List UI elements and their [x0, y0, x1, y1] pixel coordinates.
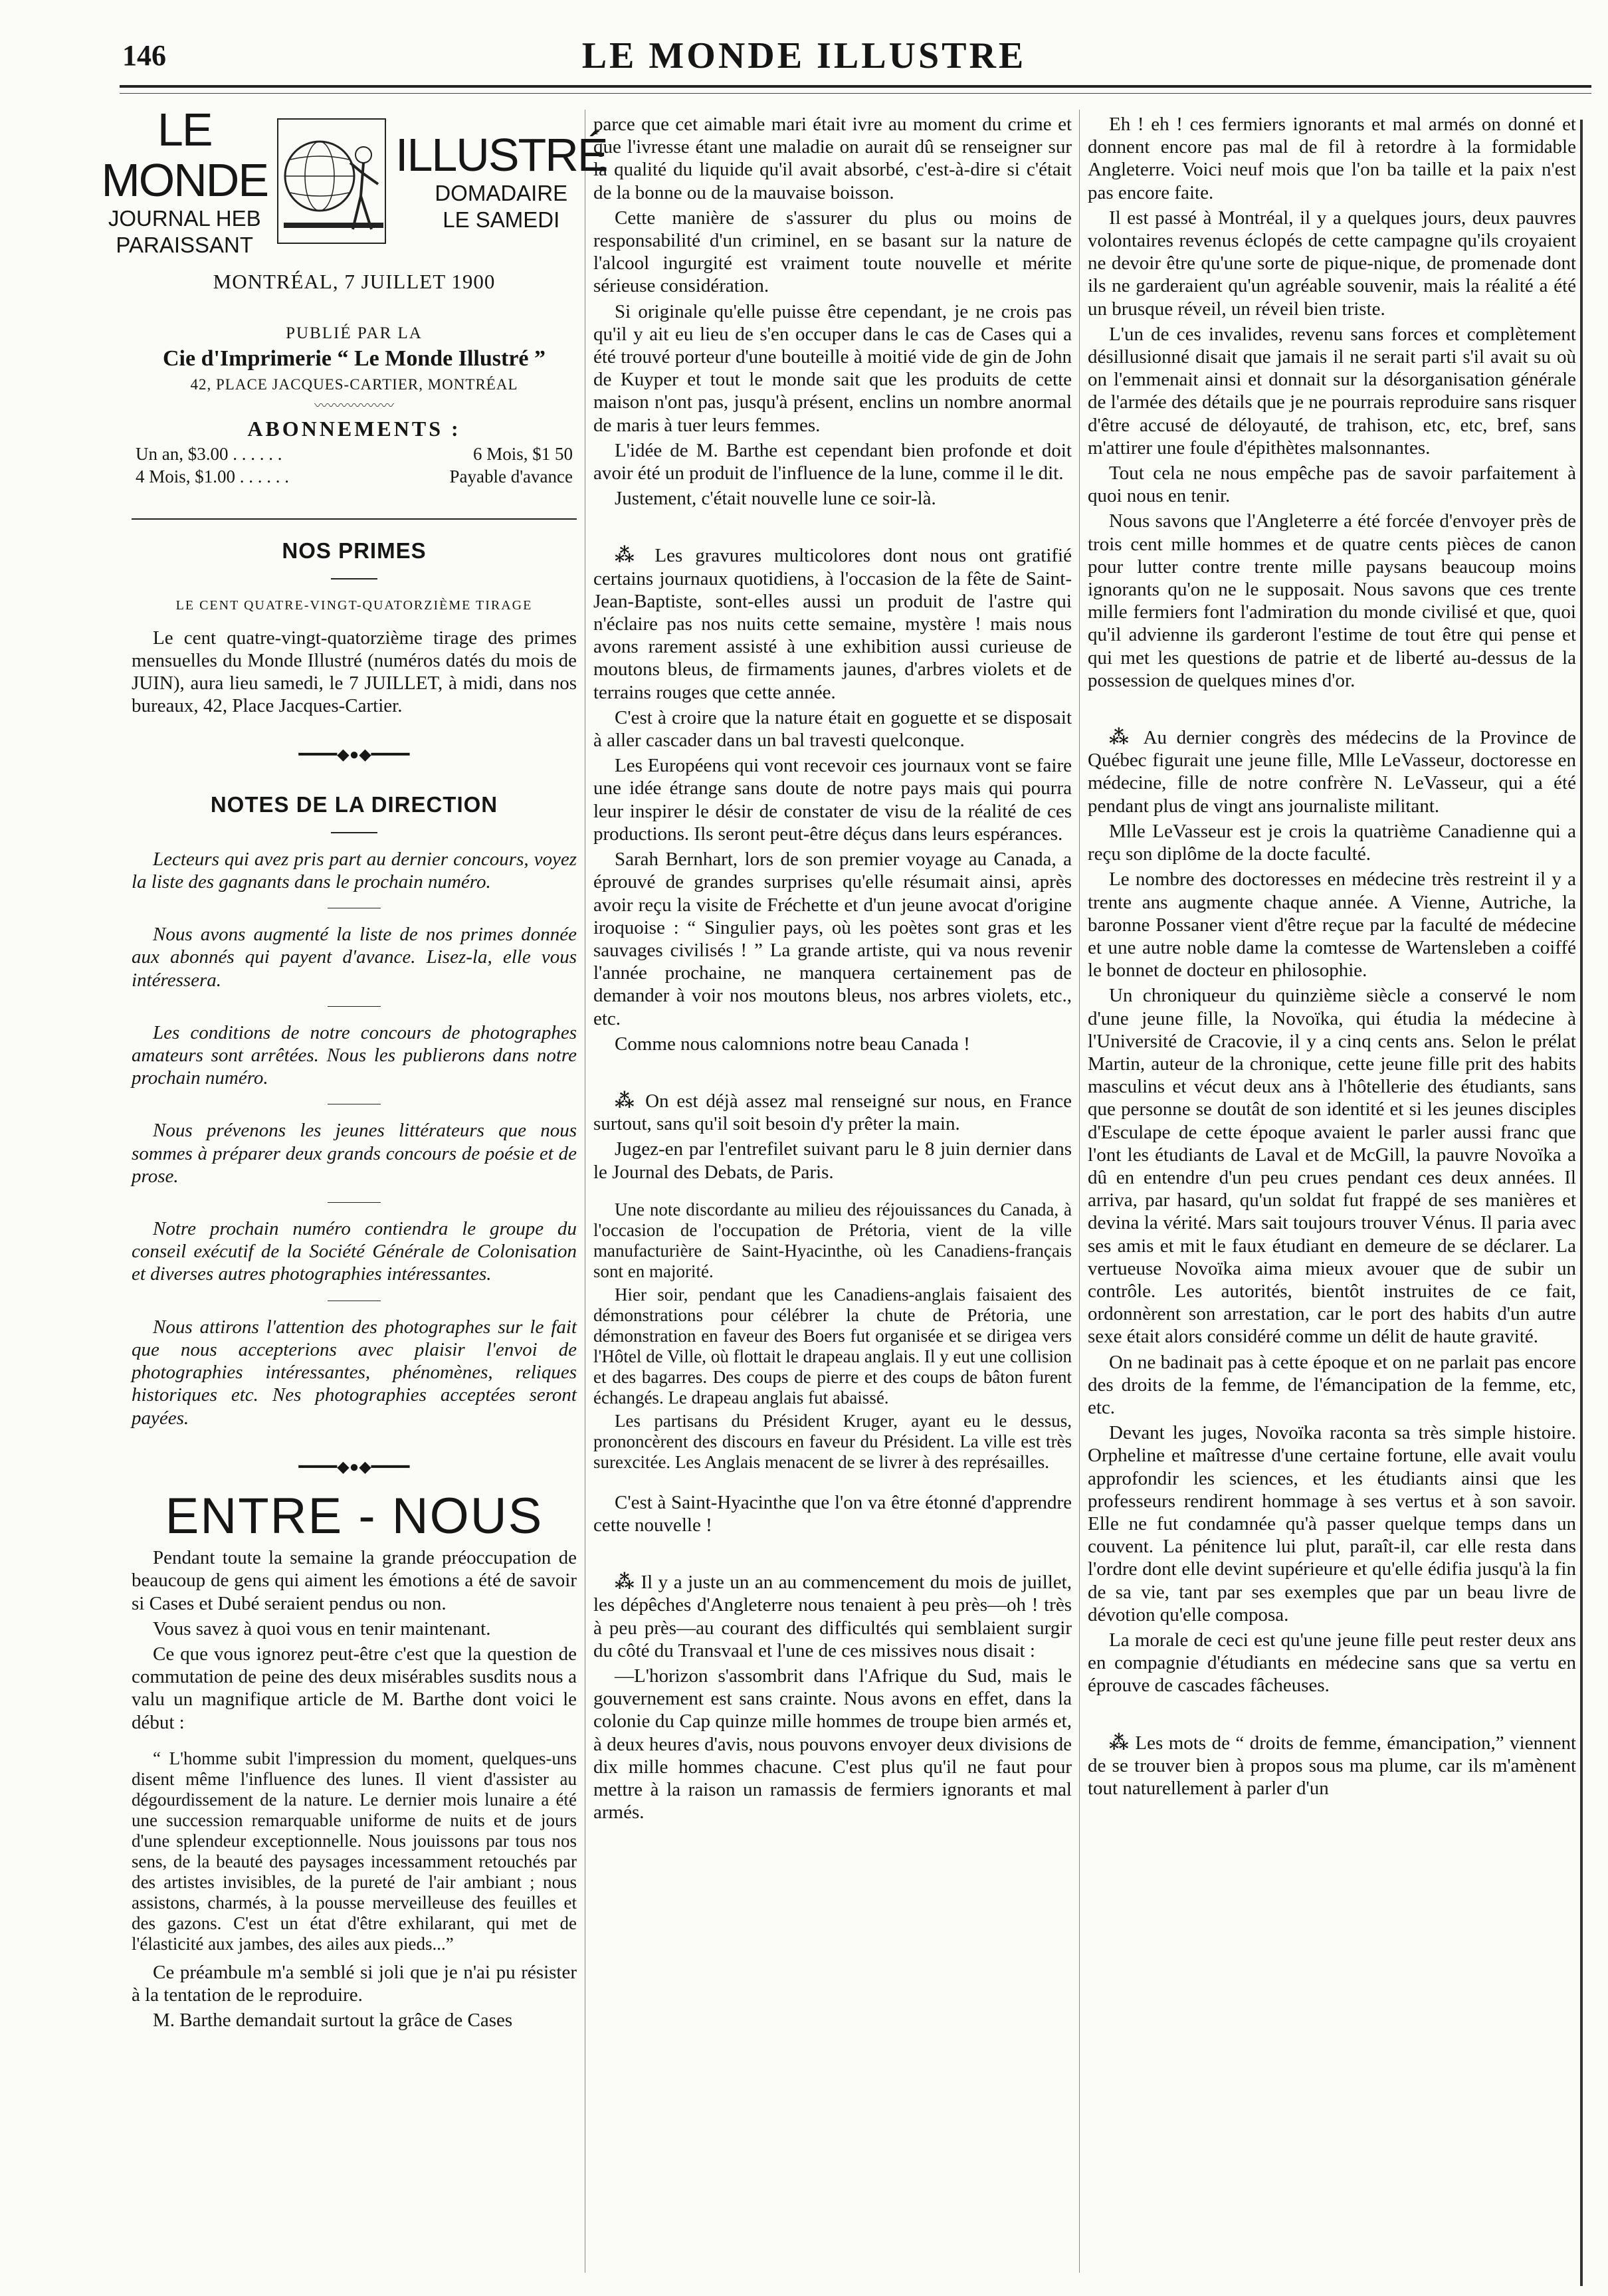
paragraph: Tout cela ne nous empêche pas de savoir parfaitement à quoi nous en tenir.	[1088, 463, 1576, 507]
paragraph-text: Au dernier congrès des médecins de la Province de Québec figurait une jeune fille, Mlle LeVasseur, doctoresse en médecine, fille de notre confrère N. LeVasseur, qui a été pendant plus de vingt ans journaliste militant.	[1088, 727, 1576, 817]
subscription-row-right: 6 Mois, $1 50	[472, 444, 573, 465]
wavy-divider: 〰〰〰〰〰〰	[314, 398, 394, 413]
paragraph: C'est à croire que la nature était en goguette et se disposait à aller cascader dans un bal travesti quelconque.	[593, 706, 1072, 752]
subscription-row-right: Payable d'avance	[449, 467, 573, 487]
paragraph: C'est à Saint-Hyacinthe que l'on va être étonné d'apprendre cette nouvelle !	[593, 1491, 1072, 1536]
paragraph: parce que cet aimable mari était ivre au moment du crime et que l'ivresse étant une maladie on aurait dû se renseigner sur la qualité du liquide qu'il avait absorbé, c'est-à-dire si c'était de la bonne ou de la mauvaise boisson.	[593, 114, 1072, 203]
quoted-news: Hier soir, pendant que les Canadiens-anglais faisaient des démonstrations pour célébrer la chute de Prétoria, une démonstration en faveur des Boers fut organisée et se dirigea vers l'Hôtel de Ville, où flottait le drapeau anglais. Il y eut une collision et des bagarres. Des coups de pierre et des coups de bâton furent échangés. Le drapeau anglais fut abaissé.	[593, 1284, 1072, 1408]
column-1	[101, 103, 607, 2034]
note-item: Nous attirons l'attention des photographes sur le fait que nous accepterions avec plaisir l'envoi de photographies intéressantes, phénomènes, reliques historiques etc. Nes photographies acceptées seront payées.	[132, 1316, 577, 1429]
subscription-row	[132, 465, 577, 488]
page-number: 146	[122, 39, 166, 72]
column-3	[1088, 113, 1576, 1802]
subscription-row	[132, 443, 577, 465]
paragraph-text: Les mots de “ droits de femme, émancipation,” viennent de se trouver bien à propos sous ma plume, car ils m'amènent tout naturellement à parler d'un	[1088, 1732, 1576, 1800]
ornament-divider: ━━━━◆●◆━━━━	[298, 746, 410, 764]
paragraph: Vous savez à quoi vous en tenir maintenant.	[153, 1618, 491, 1639]
paragraph-text: Il y a juste un an au commencement du mois de juillet, les dépêches d'Angleterre nous tenaient à peu près—oh ! très à peu près—au courant des difficultés qui semblaient surgir du côté du Transvaal et l'une de ces missives nous disait :	[593, 1572, 1072, 1661]
paragraph: Ce que vous ignorez peut-être c'est que la question de commutation de peine des deux misérables susdits nous a valu un magnifique article de M. Barthe dont voici le début :	[132, 1643, 577, 1733]
note-item: Les conditions de notre concours de photographes amateurs sont arrêtées. Nous les publierons dans notre prochain numéro.	[132, 1021, 577, 1089]
paragraph: Comme nous calomnions notre beau Canada !	[615, 1033, 970, 1055]
paragraph	[1088, 726, 1576, 817]
paragraph-text: Les gravures multicolores dont nous ont gratifié certains journaux quotidiens, à l'occasion de la fête de Saint-Jean-Baptiste, sont-elles aussi un produit de l'astre qui n'éclaire pas nos nuits cette semaine, mystère ! mais nous avons rarement assisté à une exhibition aussi curieuse de moutons bleus, de firmaments jaunes, d'arbres violets et de terrains rouges que cette année.	[593, 545, 1072, 703]
note-item: Nous prévenons les jeunes littérateurs que nous sommes à préparer deux grands concours de poésie et de prose.	[132, 1120, 577, 1187]
ornament-divider: ━━━━◆●◆━━━━	[298, 1458, 410, 1476]
masthead-title-left: LE MONDE	[101, 103, 268, 206]
paragraph: Un chroniqueur du quinzième siècle a conservé le nom d'une jeune fille, la Novoïka, qui étudia la médecine à l'Université de Cracovie, il y a cinq cents ans. Selon le prélat Martin, auteur de la chronique, cette jeune fille prit des habits masculins et vécut deux ans à l'hôtellerie des étudiants, sans que personne se doutât de son identité et si les jeunes disciples d'Esculape de cette époque avaient le parler aussi franc que l'ont les étudiants de Laval et de McGill, la pauvre Novoïka a dû en entendre d'un peu crues pendant ces deux années. Il arriva, par hasard, qu'un soldat fut frappé de ses manières et devina la vérité. Mars sait toujours trouver Vénus. Il paria avec ses amis et mit le faux étudiant en demeure de se déclarer. La vertueuse Novoïka aima mieux avouer que de subir un contrôle. Les autorités, bientôt instruites de ce fait, ordonnèrent son arrestation, car le port des habits d'un autre sexe était alors considéré comme un délit de haute gravité.	[1088, 985, 1576, 1348]
paragraph: Devant les juges, Novoïka raconta sa très simple histoire. Orpheline et maîtresse d'une certaine fortune, elle avait voulu approfondir les sciences, et les étudiants ainsi que les professeurs rendirent hommage à ses vertus et à son savoir. Elle ne fut condamnée qu'à passer quelque temps dans un couvent. La pénitence lui plut, paraît-il, car elle resta dans l'ordre dont elle devint supérieure et qu'elle édifia jusqu'à la fin de sa vie, tant par ses exemples que par un beau livre de dévotion qu'elle composa.	[1088, 1422, 1576, 1625]
subscriptions-title: ABONNEMENTS :	[247, 417, 461, 441]
subscription-row-left: 4 Mois, $1.00 . . . . . .	[136, 467, 290, 487]
publisher-name: Cie d'Imprimerie “ Le Monde Illustré ”	[162, 346, 546, 371]
masthead-subtitle-left-2: PARAISSANT	[116, 232, 254, 257]
note-rule	[328, 1202, 381, 1203]
paragraph: Sarah Bernhart, lors de son premier voyage au Canada, a éprouvé de grandes surprises qu'elle résumait ainsi, après avoir reçu la visite de Fréchette et d'un jeune avocat d'origine iroquoise : “ Singulier pays, où les poètes sont gras et les sauvages civilisés ! ” La grande artiste, qui va nous revenir l'année prochaine, ne manquera certainement pas de demander à voir nos moutons bleus, nos arbres violets, etc., etc.	[593, 849, 1072, 1029]
paragraph	[593, 1090, 1072, 1135]
masthead-subtitle-right-1: DOMADAIRE	[435, 180, 568, 205]
asterism-icon: ⁂	[1109, 1732, 1136, 1754]
paragraph: Ce préambule m'a semblé si joli que je n'ai pu résister à la tentation de le reproduire.	[132, 1961, 577, 2006]
masthead-subtitle-left-1: JOURNAL HEB	[108, 205, 261, 231]
note-item: Nous avons augmenté la liste de nos primes donnée aux abonnés qui payent d'avance. Lisez-la, elle vous intéressera.	[132, 924, 577, 991]
paragraph: Il est passé à Montréal, il y a quelques jours, deux pauvres volontaires revenus éclopés de cette campagne qu'ils croyaient ne devoir être qu'une sorte de pique-nique, de promenade dont ils ne garderaient qu'un agréable souvenir, mais la réalité a été un brusque réveil, un réveil bien triste.	[1088, 207, 1576, 320]
paragraph	[593, 1571, 1072, 1662]
asterism-icon: ⁂	[615, 545, 655, 567]
issue-date: MONTRÉAL, 7 JUILLET 1900	[213, 270, 496, 293]
paragraph: On ne badinait pas à cette époque et on ne parlait pas encore des droits de la femme, de l'émancipation de la femme, etc, etc.	[1088, 1351, 1576, 1418]
notes-heading: NOTES DE LA DIRECTION	[210, 791, 498, 817]
paragraph: Pendant toute la semaine la grande préoccupation de beaucoup de gens qui aiment les émotions a été de savoir si Cases et Dubé seraient pendus ou non.	[132, 1547, 577, 1614]
paragraph	[1088, 1732, 1576, 1800]
note-item: Notre prochain numéro contiendra le groupe du conseil exécutif de la Société Générale de Colonisation et diverses autres photographies intéressantes.	[132, 1218, 577, 1285]
paragraph: L'idée de M. Barthe est cependant bien profonde et doit avoir été un produit de l'influence de la lune, comme il le dit.	[593, 439, 1072, 484]
paragraph-text: On est déjà assez mal renseigné sur nous, en France surtout, sans qu'il soit besoin d'y prêter la main.	[593, 1090, 1072, 1135]
globe-figure-icon	[278, 123, 385, 239]
primes-subheading: LE CENT QUATRE-VINGT-QUATORZIÈME TIRAGE	[175, 598, 533, 613]
paragraph: La morale de ceci est qu'une jeune fille peut rester deux ans en compagnie d'étudiants en médecine sans que sa vertu en éprouve de cascades fâcheuses.	[1088, 1629, 1576, 1697]
paragraph: Les Européens qui vont recevoir ces journaux vont se faire une idée étrange sans doute de notre pays mais qui pourra leur inspirer le désir de constater de visu de la réalité de ces productions. Ils seront peut-être déçus dans leurs espérances.	[593, 755, 1072, 845]
asterism-icon: ⁂	[1109, 727, 1144, 749]
asterism-icon: ⁂	[615, 1090, 646, 1112]
column-rule	[1079, 110, 1080, 2273]
short-rule	[331, 578, 377, 579]
paragraph	[593, 544, 1072, 703]
note-item: Lecteurs qui avez pris part au dernier concours, voyez la liste des gagnants dans le prochain numéro.	[132, 848, 577, 893]
running-title: LE MONDE ILLUSTRE	[581, 35, 1027, 76]
note-rule	[328, 1006, 381, 1007]
short-rule	[331, 832, 377, 833]
paragraph: L'un de ces invalides, revenu sans forces et complètement désillusionné disait que jamais il ne serait parti s'il avait su où on l'emmenait ainsi et donnait sur la désorganisation générale de l'armée des détails que je ne pourrais reproduire sans risquer d'être accusé de déloyauté, de trahison, etc, etc, bref, sans m'attirer une foule d'épithètes malsonnantes.	[1088, 323, 1576, 459]
page-edge	[1580, 120, 1583, 2286]
paragraph: Cette manière de s'assurer du plus ou moins de responsabilité d'un criminel, en se basant sur la nature de l'alcool ingurgité est vraiment toute nouvelle et mérite sérieuse considération.	[593, 207, 1072, 297]
quoted-news: Les partisans du Président Kruger, ayant eu le dessus, prononcèrent des discours en faveur du Président. La ville est très surexcitée. Les Anglais menacent de se livrer à des représailles.	[593, 1410, 1072, 1472]
asterism-icon: ⁂	[615, 1572, 641, 1594]
paragraph: Mlle LeVasseur est je crois la quatrième Canadienne qui a reçu son diplôme de la docte faculté.	[1088, 820, 1576, 865]
header-rule	[120, 85, 1591, 88]
masthead-subtitle-right-2: LE SAMEDI	[443, 207, 560, 232]
paragraph: Justement, c'était nouvelle lune ce soir-là.	[615, 488, 936, 510]
masthead-globe-illustration	[277, 118, 386, 244]
masthead-title-right: ILLUSTRÉ	[395, 128, 607, 181]
paragraph: Eh ! eh ! ces fermiers ignorants et mal armés on donné et donnent encore pas mal de fil à retordre à la formidable Angleterre. Voici neuf mois que l'on ba taille et la paix n'est pas encore faite.	[1088, 114, 1576, 203]
publisher-label: PUBLIÉ PAR LA	[286, 324, 423, 343]
header-rule-thin	[120, 93, 1591, 94]
column-2	[593, 113, 1072, 1826]
paragraph: M. Barthe demandait surtout la grâce de Cases	[153, 2010, 513, 2032]
paragraph: Nous savons que l'Angleterre a été forcée d'envoyer près de trois cent mille hommes et de quatre cents pièces de canon pour lutter contre trente mille paysans beaucoup moins ignorants qu'on ne le supposait. Nous savons que ces trente mille fermiers font l'admiration du monde civilisé et que, quoi qu'il advienne ils garderont l'estime de tout être qui pense et qui met les questions de patrie et de liberté au-dessus de la possession de quelques mines d'or.	[1088, 510, 1576, 691]
primes-heading: NOS PRIMES	[282, 538, 427, 564]
paragraph: Le nombre des doctoresses en médecine très restreint il y a trente ans augmente chaque année. A Vienne, Autriche, la baronne Possaner vient d'être reçue par la faculté de médecine et une autre noble dame la comtesse de Wartensleben a coiffé le bonnet de docteur en philosophie.	[1088, 869, 1576, 982]
paragraph: Jugez-en par l'entrefilet suivant paru le 8 juin dernier dans le Journal des Debats, de Paris.	[593, 1138, 1072, 1183]
subscription-row-left: Un an, $3.00 . . . . . .	[136, 444, 282, 465]
paragraph: —L'horizon s'assombrit dans l'Afrique du Sud, mais le gouvernement est sans crainte. Nous avons en effet, dans la colonie du Cap quinze mille hommes de troupe bien armés et, à deux heures d'avis, nous pouvons envoyer deux divisions de dix mille hommes chacune. C'est plus qu'il ne faut pour mettre à la raison un ramassis de fermiers ignorants et mal armés.	[593, 1665, 1072, 1824]
quoted-article: “ L'homme subit l'impression du moment, quelques-uns disent même l'influence des lunes. Il vient d'assister au dégourdissement de la nature. Le dernier mois lunaire a été une succession remarquable uniforme de nuits et de jours d'une splendeur exceptionnelle. Nous jouissons par tous nos sens, de la beauté des paysages incessamment retouchés par des artistes invisibles, de la pureté de l'air ambiant ; nous assistons, charmés, à la pousse merveilleuse des feuilles et des gazons. C'est un état d'être exhilarant, qui met de l'élasticité aux jambes, des ailes aux pieds...”	[132, 1748, 577, 1954]
masthead	[101, 103, 607, 257]
entre-nous-heading: ENTRE - NOUS	[165, 1487, 544, 1544]
paragraph: Si originale qu'elle puisse être cependant, je ne crois pas qu'il y ait eu lieu de s'en occuper dans le cas de Cases qui a été trouvé porteur d'une bouteille à moitié vide de gin de John de Kuyper et tout le monde sait que les produits de cette maison n'ont pas, jusqu'à présent, enclins un nombre anormal de maris à tuer leurs femmes.	[593, 300, 1072, 436]
primes-text: Le cent quatre-vingt-quatorzième tirage des primes mensuelles du Monde Illustré (numéros datés du mois de JUIN), aura lieu samedi, le 7 JUILLET, à midi, dans nos bureaux, 42, Place Jacques-Cartier.	[132, 627, 577, 717]
publisher-address: 42, PLACE JACQUES-CARTIER, MONTRÉAL	[190, 375, 518, 393]
section-divider	[132, 518, 577, 520]
quoted-news: Une note discordante au milieu des réjouissances du Canada, à l'occasion de l'occupation de Prétoria, vient de la ville manufacturière de Saint-Hyacinthe, où les Canadiens-français sont en majorité.	[593, 1199, 1072, 1281]
